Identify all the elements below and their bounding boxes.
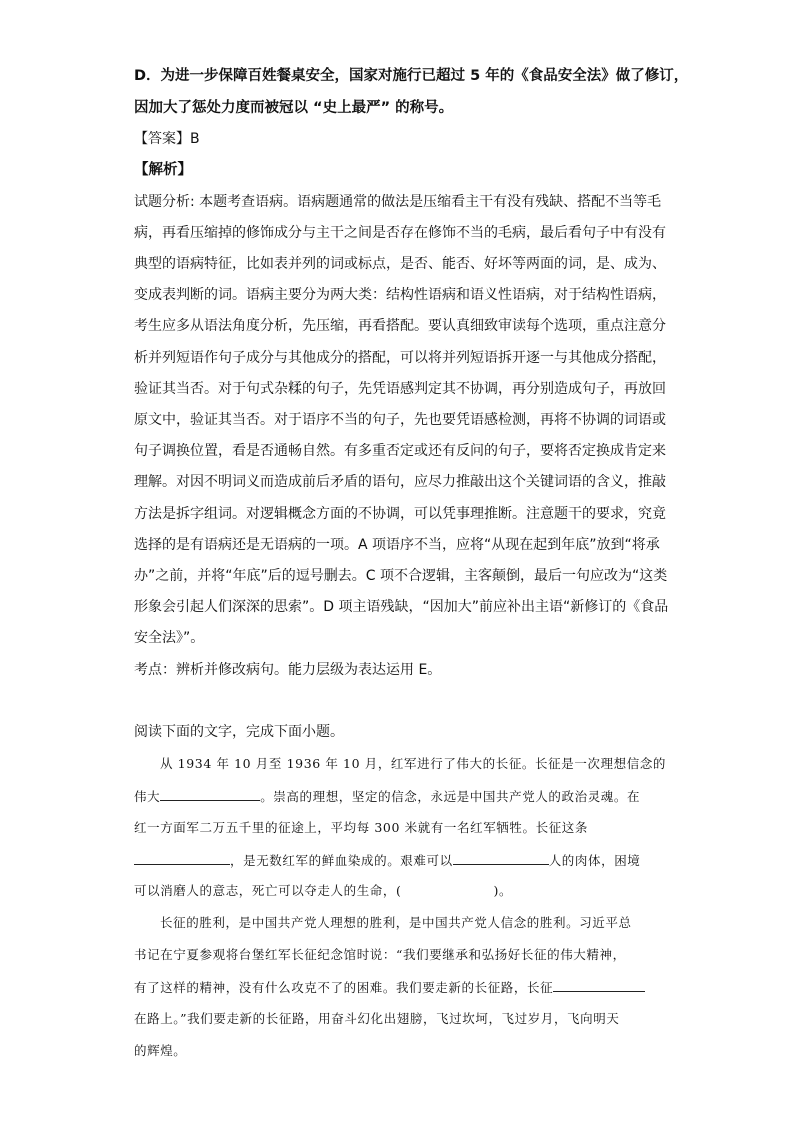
analysis-line: 方法是拆字组词。对逻辑概念方面的不协调，可以凭事理推断。注意题干的要求，究竟 [134, 506, 666, 522]
analysis-line: 安全法》”。 [134, 630, 205, 646]
analysis-line: 理解。对因不明词义而造成前后矛盾的语句，应尽力推敲出这个关键词语的含义，推敲 [134, 474, 666, 490]
analysis-line: 析并列短语作句子成分与其他成分的搭配，可以将并列短语拆开逐一与其他成分搭配， [134, 350, 666, 366]
fill-blank[interactable] [553, 977, 645, 992]
passage-line: 的辉煌。 [134, 1043, 187, 1058]
fill-blank[interactable] [134, 850, 230, 865]
kaodian-line: 考点：辨析并修改病句。能力层级为表达运用 E。 [134, 662, 442, 678]
passage-line: 书记在宁夏参观将台堡红军长征纪念馆时说：“我们要继承和弘扬好长征的伟大精神， [134, 947, 626, 962]
analysis-line: 病，再看压缩掉的修饰成分与主干之间是否存在修饰不当的毛病，最后看句子中有没有 [134, 225, 666, 241]
answer-label: 【答案】B [134, 131, 200, 147]
passage-text: 。崇高的理想，坚定的信念，永远是中国共产党人的政治灵魂。在 [260, 789, 641, 804]
passage-text: ，是无数红军的鲜血染成的。艰难可以 [230, 853, 453, 868]
analysis-line: 变成表判断的词。语病主要分为两大类：结构性语病和语义性语病，对于结构性语病， [134, 287, 666, 303]
passage-line [134, 881, 512, 901]
reading-instruction: 阅读下面的文字，完成下面小题。 [134, 724, 344, 740]
analysis-line: 试题分析: 本题考查语病。语病题通常的做法是压缩看主干有没有残缺、搭配不当等毛 [134, 194, 662, 210]
analysis-line: 原文中，验证其当否。对于语序不当的句子，先也要凭语感检测，再将不协调的词语或 [134, 412, 666, 428]
option-d-line-2: 因加大了惩处力度而被冠以 “史上最严” 的称号。 [134, 100, 454, 116]
passage-line [134, 850, 640, 871]
analysis-line: 选择的是有语病还是无语病的一项。A 项语序不当，应将“从现在起到年底”放到“将承 [134, 537, 660, 553]
passage-text: 有了这样的精神，没有什么攻克不了的困难。我们要走新的长征路，长征 [134, 980, 554, 995]
analysis-line: 办”之前，并将“年底”后的逗号删去。C 项不合逻辑，主客颠倒，最后一句应改为“这类 [134, 568, 668, 584]
passage-text: 我们要走新的长征路，用奋斗幻化出翅膀，飞过坎坷，飞过岁月，飞向明天 [187, 1011, 620, 1026]
passage-line: 从 1934 年 10 月至 1936 年 10 月，红军进行了伟大的长征。长征是一次理想信念的 [160, 756, 667, 771]
analysis-line: 考生应多从语法角度分析，先压缩，再看搭配。要认真细致审读每个选项，重点注意分 [134, 318, 666, 334]
passage-line [134, 786, 640, 807]
analysis-label: 【解析】 [134, 162, 192, 178]
fill-blank[interactable] [453, 850, 549, 865]
analysis-line: 句子调换位置，看是否通畅自然。有多重否定或还有反问的句子，要将否定换成肯定来 [134, 443, 666, 459]
passage-text: 在路上。” [134, 1011, 188, 1026]
passage-text: 伟大 [134, 789, 161, 804]
passage-line: 红一方面军二万五千里的征途上，平均每 300 米就有一名红军牺牲。长征这条 [134, 820, 589, 835]
option-d-line-1: D．为进一步保障百姓餐桌安全，国家对施行已超过 5 年的《食品安全法》做了修订， [134, 68, 689, 84]
analysis-line: 典型的语病特征，比如表并列的词或标点，是否、能否、好坏等两面的词，是、成为、 [134, 256, 666, 272]
passage-text: 可以消磨人的意志，死亡可以夺走人的生命，( [134, 883, 402, 898]
fill-blank[interactable] [160, 786, 260, 801]
passage-line [134, 1009, 619, 1029]
passage-line [134, 977, 645, 998]
passage-text: 人的肉体，困境 [548, 853, 641, 868]
analysis-line: 验证其当否。对于句式杂糅的句子，先凭语感判定其不协调，再分别造成句子，再放回 [134, 381, 666, 397]
passage-text: )。 [493, 883, 513, 898]
analysis-line: 形象会引起人们深深的思索”。D 项主语残缺，“因加大”前应补出主语“新修订的《食品 [134, 599, 669, 615]
passage-line: 长征的胜利，是中国共产党人理想的胜利，是中国共产党人信念的胜利。习近平总 [160, 915, 632, 930]
